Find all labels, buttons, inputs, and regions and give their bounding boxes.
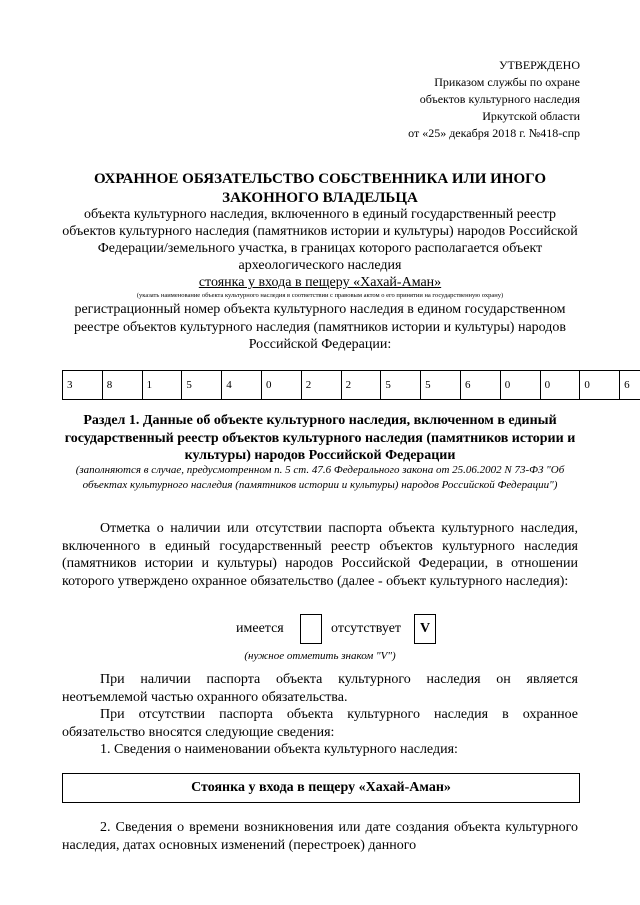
registration-digit-cell: 0 — [540, 371, 580, 400]
registration-digit-cell: 3 — [63, 371, 103, 400]
approval-block — [408, 57, 580, 142]
approval-line: Приказом службы по охране — [434, 75, 580, 89]
approval-line: Иркутской области — [482, 109, 580, 123]
registration-digit-cell: 2 — [341, 371, 381, 400]
approval-line: УТВЕРЖДЕНО — [498, 58, 580, 72]
object-name-box: Стоянка у входа в пещеру «Хахай-Аман» — [62, 773, 580, 803]
registration-digit-cell: 5 — [421, 371, 461, 400]
approval-line: от «25» декабря 2018 г. №418-спр — [408, 126, 580, 140]
passport-present-label: имеется — [236, 621, 284, 636]
site-name-note: (указать наименование объекта культурного наследия в соответствии с правовым актом о его принятии на государственную охрану) — [136, 292, 504, 299]
registration-digit-cell: 5 — [381, 371, 421, 400]
registration-digit-cell: 0 — [580, 371, 620, 400]
registration-digit-cell: 0 — [261, 371, 301, 400]
approval-line: объектов культурного наследия — [419, 92, 580, 106]
registration-text: регистрационный номер объекта культурного наследия в едином государственном реестре объектов культурного наследия (памятников истории и культуры) народов Российской Федерации: — [74, 302, 566, 352]
registration-digit-cell: 1 — [142, 371, 182, 400]
registration-number-grid — [62, 370, 640, 400]
site-name-text: стоянка у входа в пещеру «Хахай-Аман» — [198, 275, 442, 290]
section-1-title: Раздел 1. Данные об объекте культурного наследия, включенном в единый государственный реестр объектов культурного наследия (памятников истории и культуры) народов Российской Федерации — [64, 413, 576, 463]
passport-absent-checkbox[interactable]: V — [414, 614, 436, 644]
item-1-heading: 1. Сведения о наименовании объекта культурного наследия: — [100, 742, 458, 757]
passport-absent-label: отсутствует — [331, 621, 402, 636]
item-2-paragraph: 2. Сведения о времени возникновения или дате создания объекта культурного наследия, датах основных изменений (перестроек) данного — [62, 820, 578, 853]
document-title: ОХРАННОЕ ОБЯЗАТЕЛЬСТВО СОБСТВЕННИКА ИЛИ ИНОГО ЗАКОННОГО ВЛАДЕЛЬЦА — [93, 171, 547, 206]
registration-digit-cell: 6 — [620, 371, 640, 400]
passport-mark-paragraph: Отметка о наличии или отсутствии паспорта объекта культурного наследия, включенного в единый государственный реестр объектов культурного наследия (памятников истории и культуры) народов Российской Федерации, в отношении которого утверждено охранное обязательство (далее - объект культурного наследия): — [62, 521, 578, 589]
registration-digit-cell: 6 — [460, 371, 500, 400]
section-1-note: (заполняются в случае, предусмотренном п. 5 ст. 47.6 Федерального закона от 25.06.2002 N 73-ФЗ "Об объектах культурного наследия (памятников истории и культуры) народов Российской Федерации") — [75, 464, 565, 491]
passport-present-checkbox[interactable] — [300, 614, 322, 644]
registration-digit-cell: 4 — [222, 371, 262, 400]
passport-absent-paragraph: При отсутствии паспорта объекта культурного наследия в охранное обязательство вносятся следующие сведения: — [62, 707, 578, 740]
mark-instruction-note: (нужное отметить знаком "V") — [244, 650, 396, 662]
registration-digit-cell: 2 — [301, 371, 341, 400]
site-name — [62, 275, 578, 291]
registration-digit-cell: 8 — [102, 371, 142, 400]
registration-digit-cell: 0 — [500, 371, 540, 400]
document-subtitle: объекта культурного наследия, включенного в единый государственный реестр объектов культурного наследия (памятников истории и культуры) народов Российской Федерации/земельного участка, в границах которого располагается объект археологического наследия — [62, 207, 578, 273]
passport-present-paragraph: При наличии паспорта объекта культурного наследия он является неотъемлемой частью охранного обязательства. — [62, 672, 578, 705]
registration-digit-cell: 5 — [182, 371, 222, 400]
